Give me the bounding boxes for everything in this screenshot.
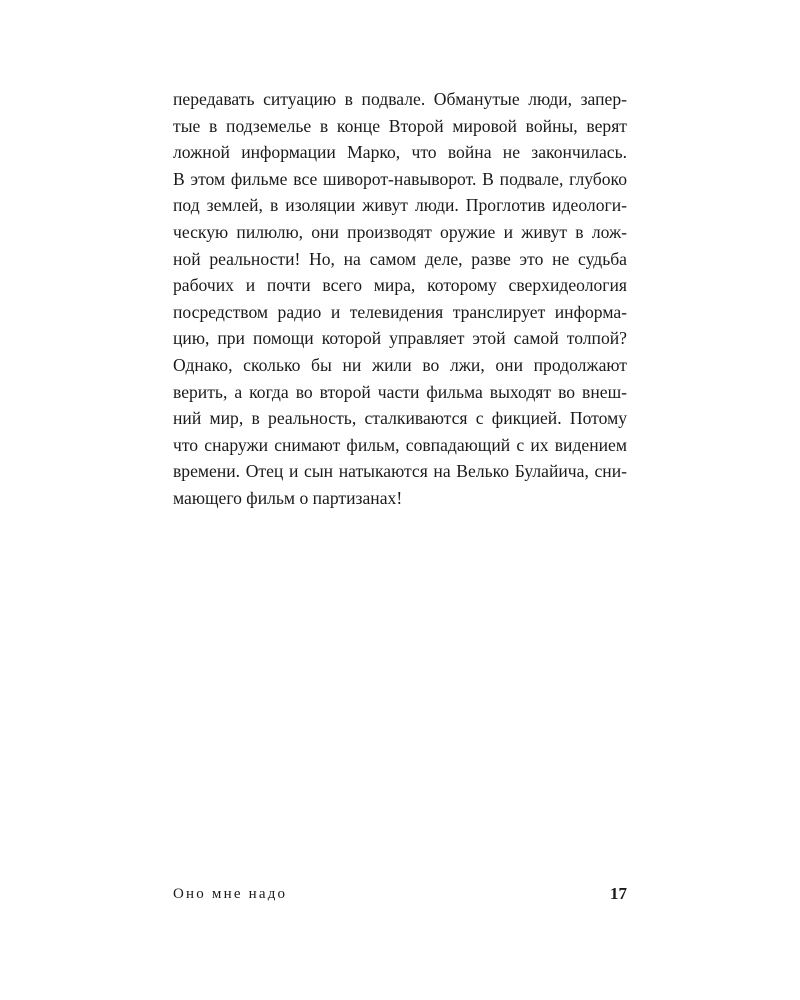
text-line: Однако, сколько бы ни жили во лжи, они продолжают bbox=[173, 354, 627, 375]
text-line: В этом фильме все шиворот-навыворот. В подвале, глубоко bbox=[173, 168, 627, 189]
running-title: Оно мне надо bbox=[173, 886, 288, 902]
text-line: ческую пилюлю, они производят оружие и живут в лож- bbox=[173, 221, 627, 242]
text-line: под землей, в изоляции живут люди. Проглотив идеологи- bbox=[173, 195, 627, 216]
text-line: мающего фильм о партизанах! bbox=[173, 487, 403, 508]
text-line: ложной информации Марко, что война не закончилась. bbox=[173, 142, 627, 163]
text-line: цию, при помощи которой управляет этой самой толпой? bbox=[173, 328, 627, 349]
text-line: ной реальности! Но, на самом деле, разве это не судьба bbox=[173, 248, 627, 269]
text-line: тые в подземелье в конце Второй мировой войны, верят bbox=[173, 115, 627, 136]
text-line: передавать ситуацию в подвале. Обманутые люди, запер- bbox=[173, 89, 627, 109]
body-text bbox=[173, 86, 627, 512]
text-line: ний мир, в реальность, сталкиваются с фикцией. Потому bbox=[173, 408, 627, 429]
page-number: 17 bbox=[610, 884, 627, 903]
text-line: что снаружи снимают фильм, совпадающий с их видением bbox=[173, 434, 627, 455]
text-line: времени. Отец и сын натыкаются на Велько Булайича, сни- bbox=[173, 461, 627, 482]
text-line: посредством радио и телевидения транслирует информа- bbox=[173, 301, 627, 322]
text-line: верить, а когда во второй части фильма выходят во внеш- bbox=[173, 381, 627, 402]
text-line: рабочих и почти всего мира, которому сверхидеология bbox=[173, 275, 627, 296]
